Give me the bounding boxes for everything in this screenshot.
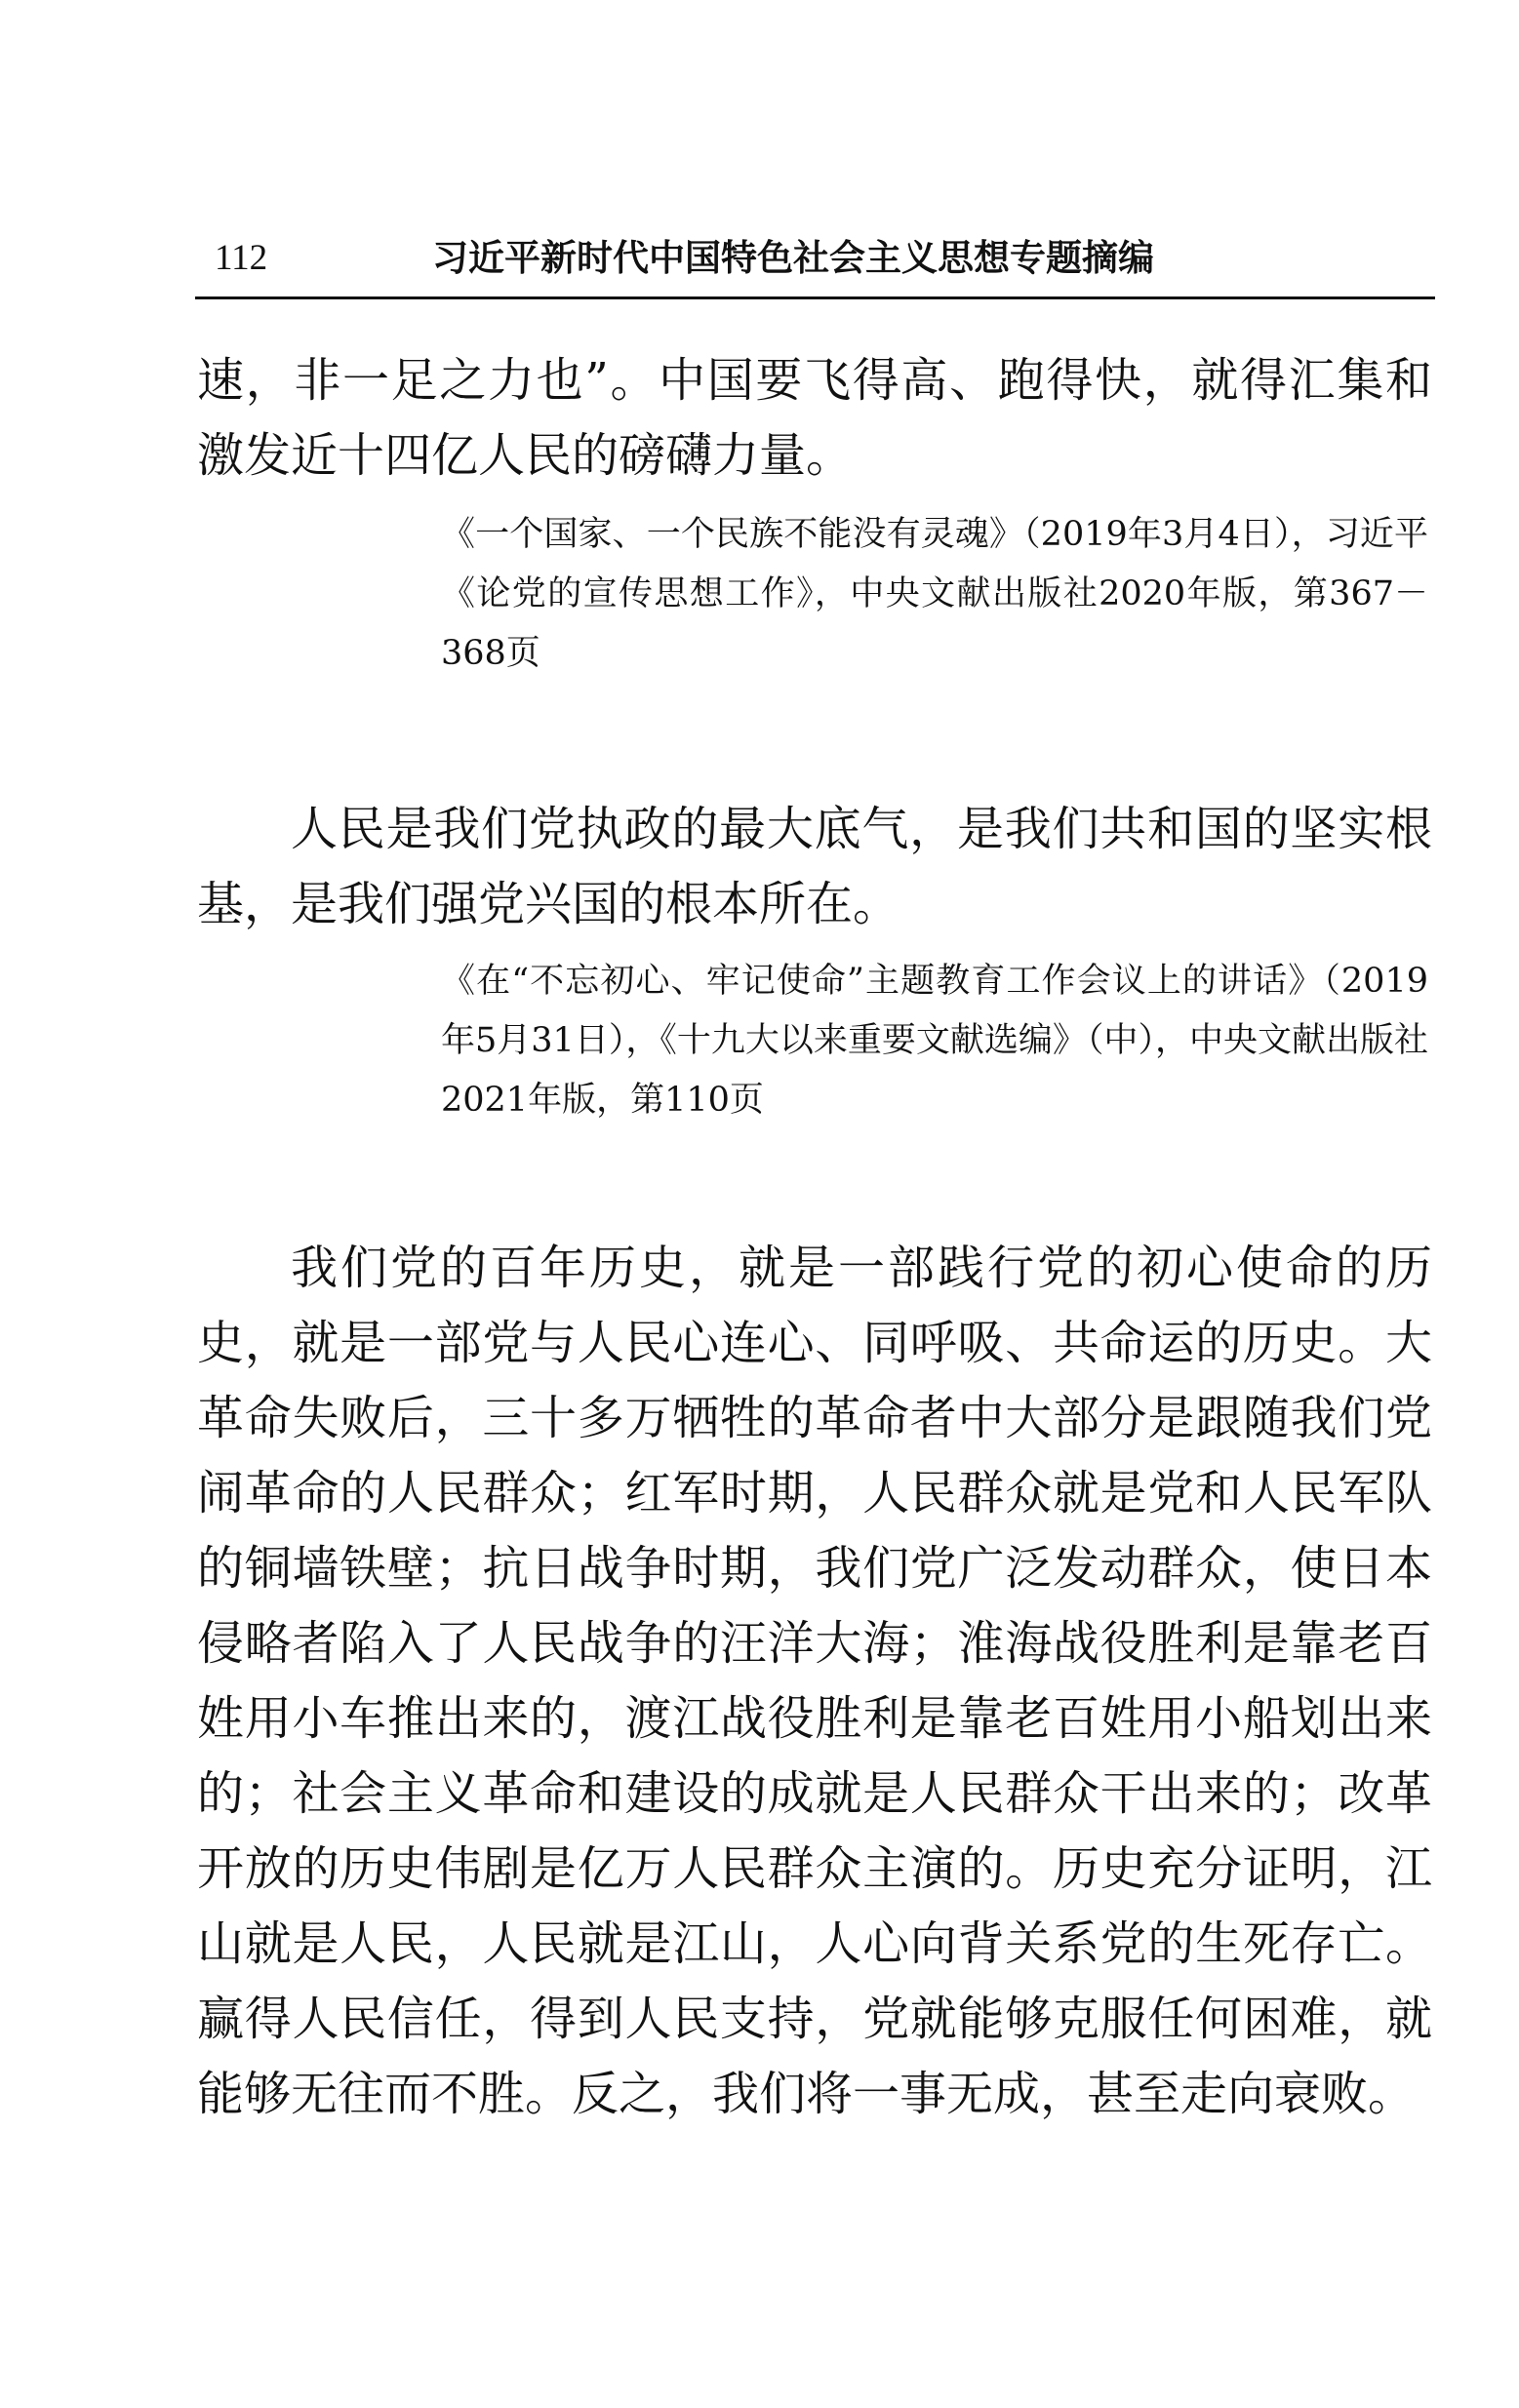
source-citation: 《在“不忘初心、牢记使命”主题教育工作会议上的讲话》（2019年5月31日），《十九大以来重要文献选编》（中），中央文献出版社2021年版，第110页 (441, 962, 1428, 1120)
running-title: 习近平新时代中国特色社会主义思想专题摘编 (432, 237, 1154, 279)
header-divider (195, 296, 1435, 299)
page-number: 112 (215, 238, 268, 278)
body-paragraph: 人民是我们党执政的最大底气，是我们共和国的坚实根基，是我们强党兴国的根本所在。 (197, 802, 1432, 931)
body-paragraph: 我们党的百年历史，就是一部践行党的初心使命的历史，就是一部党与人民心连心、同呼吸、共命运的历史。大革命失败后，三十多万牺牲的革命者中大部分是跟随我们党闹革命的人民群众；红军时期，人民群众就是党和人民军队的铜墙铁壁；抗日战争时期，我们党广泛发动群众，使日本侵略者陷入了人民战争的汪洋大海；淮海战役胜利是靠老百姓用小车推出来的，渡江战役胜利是靠老百姓用小船划出来的；社会主义革命和建设的成就是人民群众干出来的；改革开放的历史伟剧是亿万人民群众主演的。历史充分证明，江山就是人民，人民就是江山，人心向背关系党的生死存亡。赢得人民信任，得到人民支持，党就能够克服任何困难，就能够无往而不胜。反之，我们将一事无成，甚至走向衰败。 (197, 1241, 1432, 2121)
page-header (195, 232, 1434, 295)
source-citation: 《一个国家、一个民族不能没有灵魂》（2019年3月4日），习近平《论党的宣传思想工作》，中央文献出版社2020年版，第367－368页 (441, 515, 1428, 673)
body-paragraph: 速，非一足之力也”。中国要飞得高、跑得快，就得汇集和激发近十四亿人民的磅礴力量。 (197, 353, 1432, 483)
